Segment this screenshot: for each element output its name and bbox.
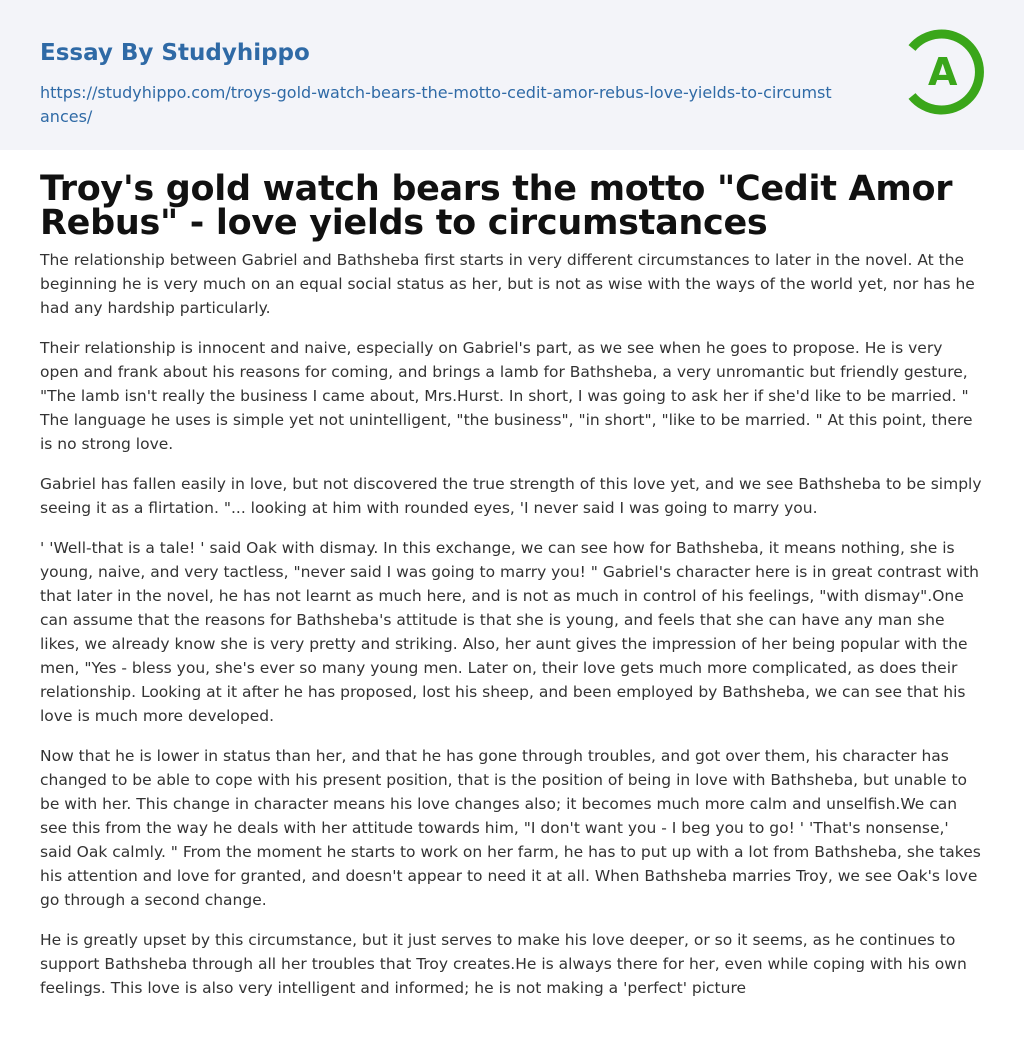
essay-paragraph: The relationship between Gabriel and Bathsheba first starts in very different circumstances to later in the novel. At the beginning he is very much on an equal social status as her, but is not as wise with the ways of the world yet, nor has he had any hardship particularly. [40, 251, 975, 317]
essay-body [40, 248, 984, 1000]
logo-letter: A [928, 50, 958, 94]
essay-content [0, 150, 1024, 1000]
site-header [0, 0, 1024, 150]
site-brand[interactable]: Essay By Studyhippo [40, 40, 310, 66]
studyhippo-logo-icon[interactable] [900, 29, 986, 115]
essay-paragraph: Gabriel has fallen easily in love, but not discovered the true strength of this love yet, and we see Bathsheba to be simply seeing it as a flirtation. "... looking at him with rounded eyes, 'I never said I was going to marry you. [40, 475, 982, 517]
essay-paragraph: Now that he is lower in status than her, and that he has gone through troubles, and got over them, his character has changed to be able to cope with his present position, that is the position of being in love with Bathsheba, but unable to be with her. This change in character means his love changes also; it becomes much more calm and unselfish.We can see this from the way he deals with her attitude towards him, "I don't want you - I beg you to go! ' 'That's nonsense,' said Oak calmly. " From the moment he starts to work on her farm, he has to put up with a lot from Bathsheba, she takes his attention and love for granted, and doesn't appear to need it at all. When Bathsheba marries Troy, we see Oak's love go through a second change. [40, 747, 981, 909]
essay-paragraph: Their relationship is innocent and naive, especially on Gabriel's part, as we see when he goes to propose. He is very open and frank about his reasons for coming, and brings a lamb for Bathsheba, a very unromantic but friendly gesture, "The lamb isn't really the business I came about, Mrs.Hurst. In short, I was going to ask her if she'd like to be married. " The language he uses is simple yet not unintelligent, "the business", "in short", "like to be married. " At this point, there is no strong love. [40, 339, 973, 453]
essay-title: Troy's gold watch bears the motto "Cedit Amor Rebus" - love yields to circumstances [40, 169, 953, 243]
essay-paragraph: ' 'Well-that is a tale! ' said Oak with dismay. In this exchange, we can see how for Bathsheba, it means nothing, she is young, naive, and very tactless, "never said I was going to marry you! " Gabriel's character here is in great contrast with that later in the novel, he has not learnt as much here, and is not as much in control of his feelings, "with dismay".One can assume that the reasons for Bathsheba's attitude is that she is young, and feels that she can have any man she likes, we already know she is very pretty and striking. Also, her aunt gives the impression of her being popular with the men, "Yes - bless you, she's ever so many young men. Later on, their love gets much more complicated, as does their relationship. Looking at it after he has proposed, lost his sheep, and been employed by Bathsheba, we can see that his love is much more developed. [40, 539, 980, 725]
essay-url-link[interactable]: https://studyhippo.com/troys-gold-watch-bears-the-motto-cedit-amor-rebus-love-yields-to-circumstances/ [40, 83, 832, 126]
essay-paragraph: He is greatly upset by this circumstance, but it just serves to make his love deeper, or so it seems, as he continues to support Bathsheba through all her troubles that Troy creates.He is always there for her, even while coping with his own feelings. This love is also very intelligent and informed; he is not making a 'perfect' picture [40, 931, 967, 997]
